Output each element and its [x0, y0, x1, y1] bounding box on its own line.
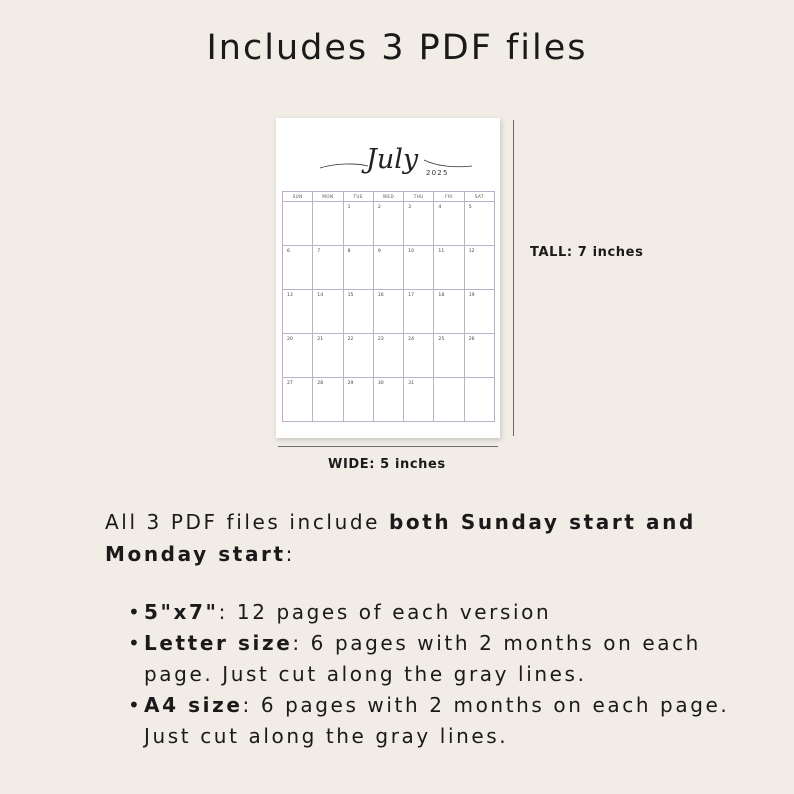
day-cell: 23	[374, 334, 404, 378]
feature-item	[128, 690, 768, 752]
day-cell: 30	[374, 378, 404, 422]
weekday-header: THU	[404, 192, 434, 202]
day-cell: 26	[465, 334, 495, 378]
day-cell: 21	[313, 334, 343, 378]
tall-label: TALL: 7 inches	[530, 245, 644, 260]
feature-item-text: : 12 pages of each version	[218, 600, 552, 624]
day-cell: 31	[404, 378, 434, 422]
day-cell: 11	[434, 246, 464, 290]
day-cell: 4	[434, 202, 464, 246]
feature-item	[128, 597, 768, 628]
day-cell: 24	[404, 334, 434, 378]
weekday-header: SUN	[283, 192, 313, 202]
feature-list	[128, 597, 768, 752]
day-cell	[283, 202, 313, 246]
day-cell: 2	[374, 202, 404, 246]
day-cell: 22	[344, 334, 374, 378]
day-cell	[465, 378, 495, 422]
description	[105, 506, 765, 570]
month-title	[276, 130, 500, 190]
year-label: 2025	[426, 169, 449, 177]
day-cell: 1	[344, 202, 374, 246]
day-cell: 29	[344, 378, 374, 422]
headline: Includes 3 PDF files	[206, 28, 588, 68]
day-cell: 6	[283, 246, 313, 290]
feature-item-title: 5"x7"	[144, 600, 219, 624]
bullet-icon: •	[128, 631, 143, 655]
day-cell: 28	[313, 378, 343, 422]
day-cell: 5	[465, 202, 495, 246]
day-cell: 9	[374, 246, 404, 290]
day-cell: 16	[374, 290, 404, 334]
weekday-header: FRI	[434, 192, 464, 202]
feature-item	[128, 628, 768, 690]
day-cell: 13	[283, 290, 313, 334]
feature-item-title: Letter size	[144, 631, 293, 655]
month-name: July	[366, 144, 419, 175]
day-cell: 12	[465, 246, 495, 290]
weekday-header: MON	[313, 192, 343, 202]
feature-item-title: A4 size	[144, 693, 243, 717]
day-cell: 14	[313, 290, 343, 334]
feature-item-text: : 6 pages with 2 months on each page. Just cut along the gray lines.	[144, 631, 701, 686]
weekday-header: WED	[374, 192, 404, 202]
day-cell: 19	[465, 290, 495, 334]
weekday-header: TUE	[344, 192, 374, 202]
bullet-icon: •	[128, 693, 143, 717]
calendar-preview-page	[276, 118, 500, 438]
description-bold: both Sunday start and Monday start	[105, 510, 696, 566]
day-cell	[434, 378, 464, 422]
day-cell: 10	[404, 246, 434, 290]
day-cell: 20	[283, 334, 313, 378]
day-cell: 15	[344, 290, 374, 334]
bullet-icon: •	[128, 600, 143, 624]
day-cell: 17	[404, 290, 434, 334]
day-cell: 7	[313, 246, 343, 290]
day-cell: 25	[434, 334, 464, 378]
day-cell: 3	[404, 202, 434, 246]
height-dimension-line	[513, 120, 514, 436]
day-cell	[313, 202, 343, 246]
calendar-grid	[282, 191, 495, 422]
day-cell: 18	[434, 290, 464, 334]
day-cell: 27	[283, 378, 313, 422]
weekday-header: SAT	[465, 192, 495, 202]
width-dimension-line	[278, 446, 498, 447]
day-cell: 8	[344, 246, 374, 290]
description-suffix: :	[285, 542, 296, 566]
feature-item-text: : 6 pages with 2 months on each page. Just cut along the gray lines.	[144, 693, 730, 748]
wide-label: WIDE: 5 inches	[328, 457, 446, 472]
description-prefix: All 3 PDF files include	[105, 510, 390, 534]
